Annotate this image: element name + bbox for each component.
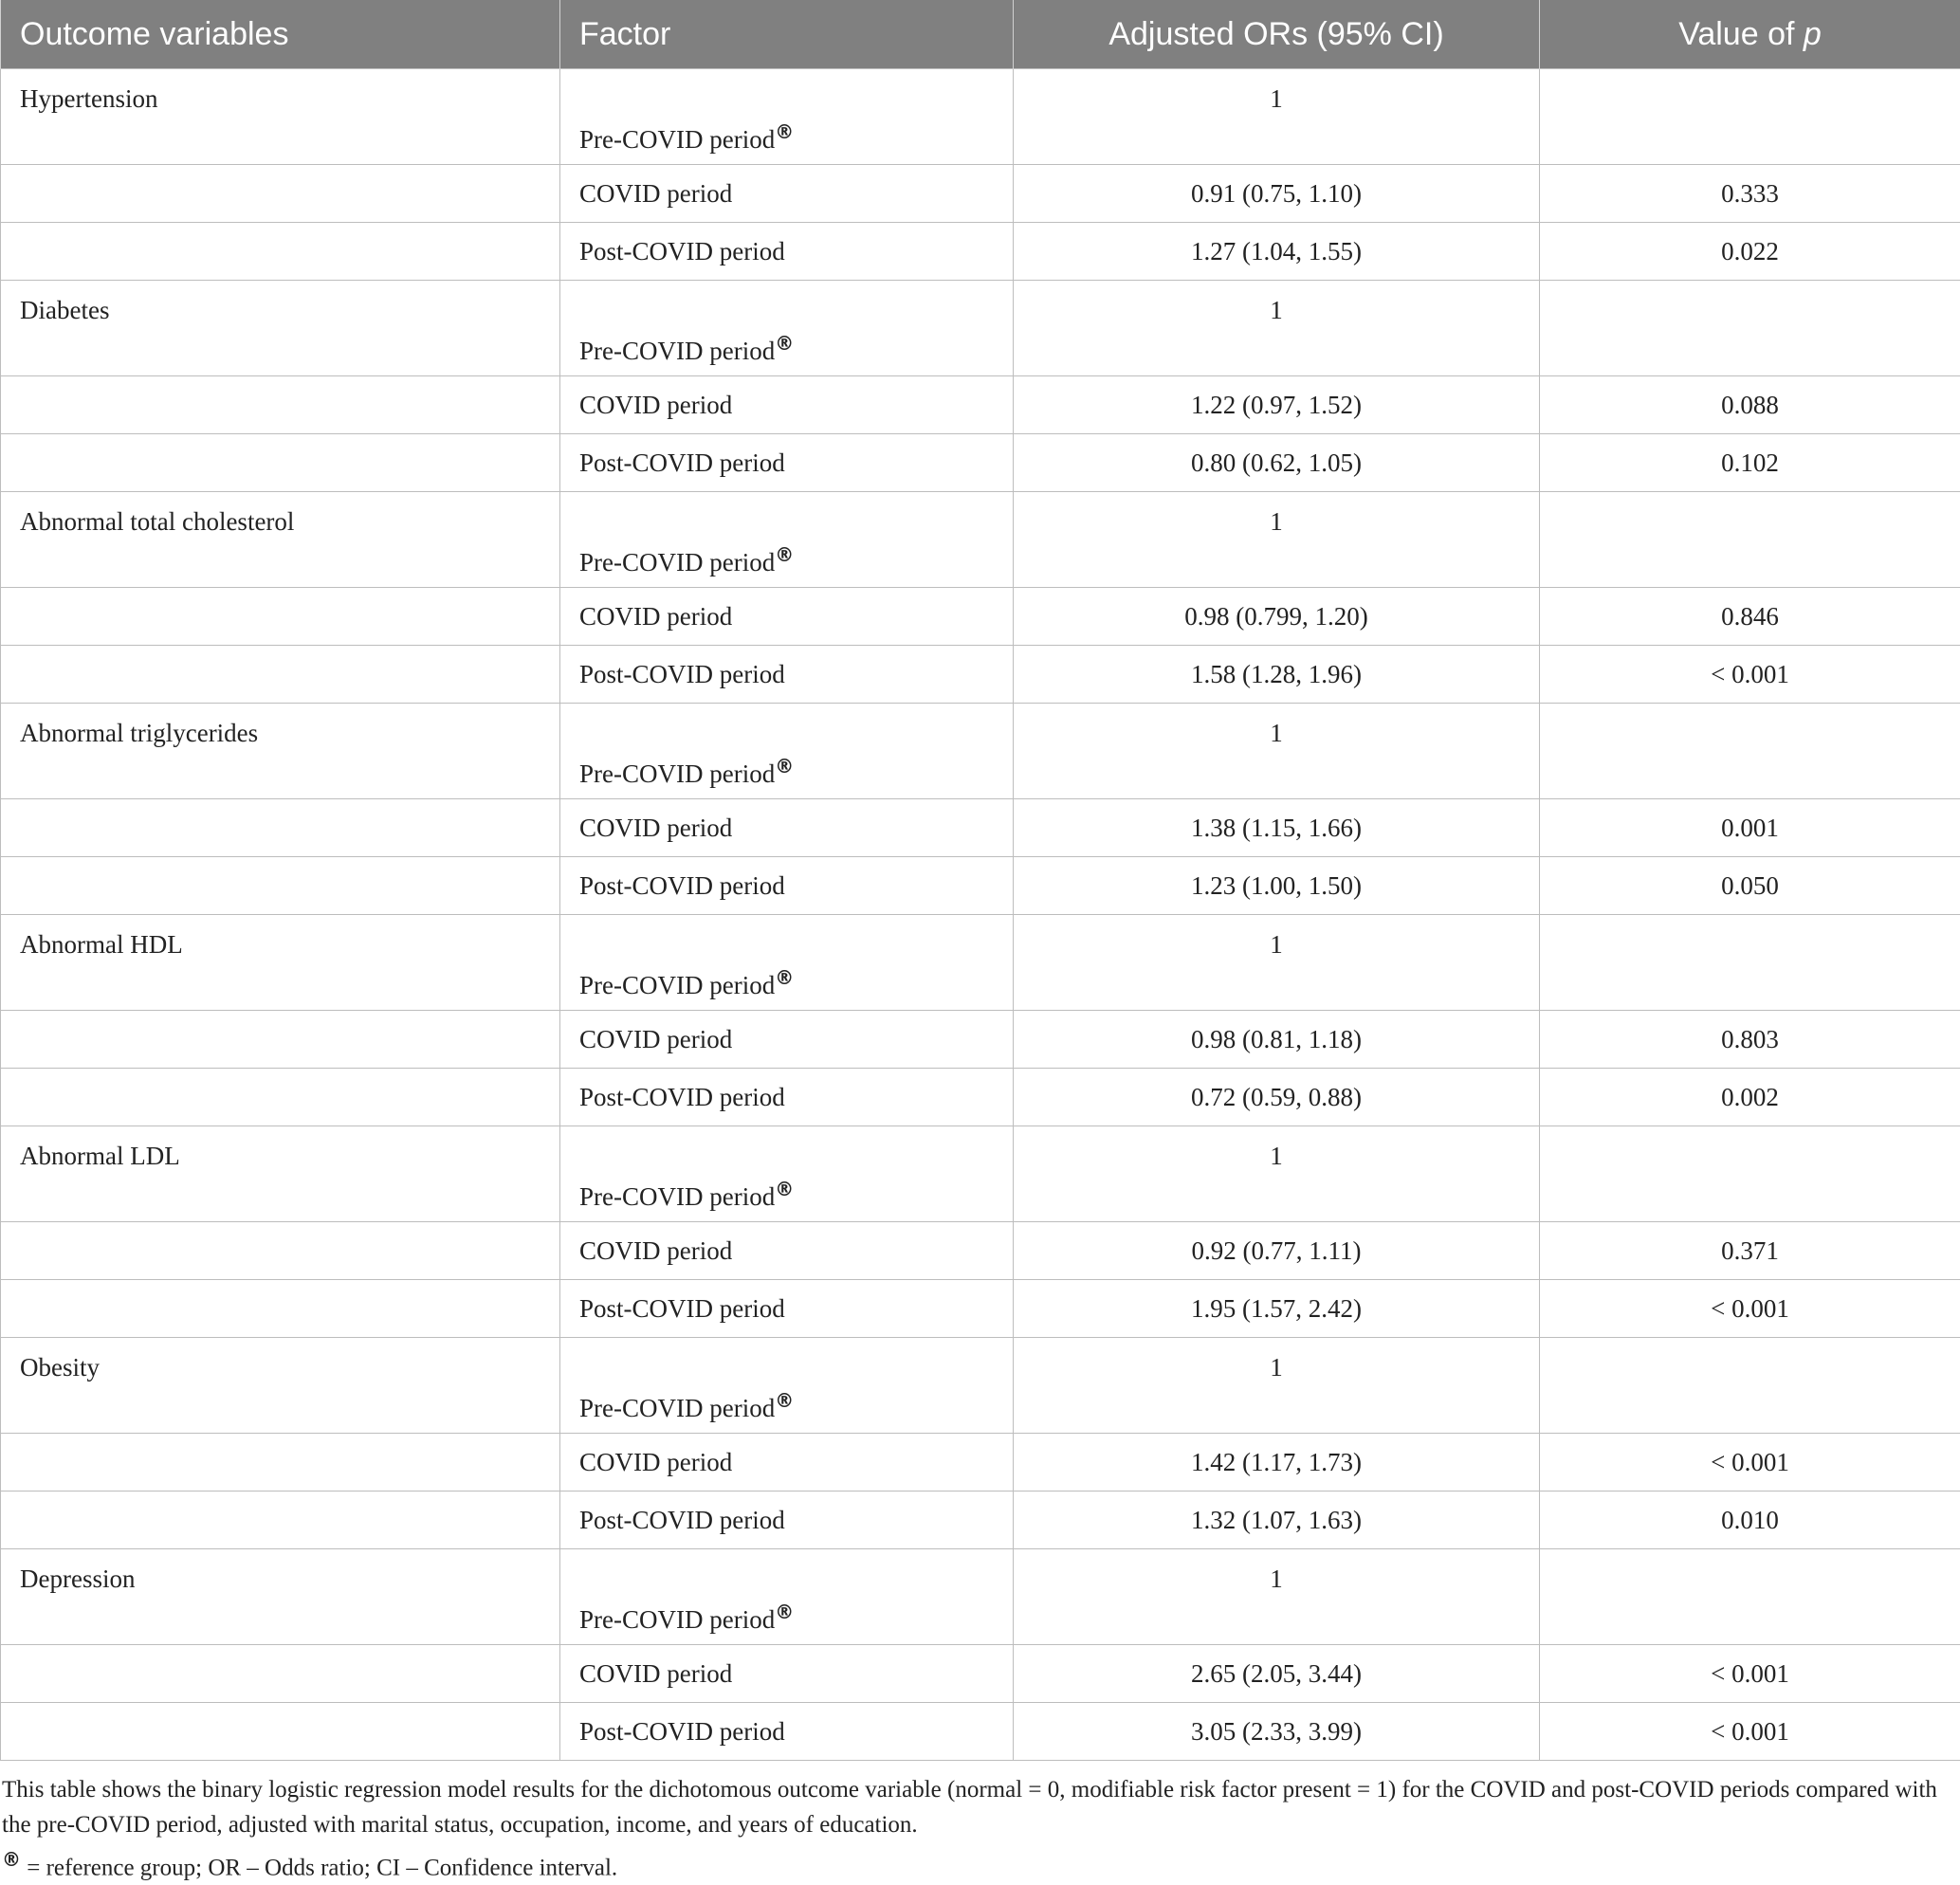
factor-label: COVID period <box>579 1025 732 1053</box>
factor-label: Post-COVID period <box>579 1294 785 1323</box>
outcome-cell: Abnormal HDL <box>1 915 560 1011</box>
outcome-cell <box>1 434 560 492</box>
table-row <box>1 646 1960 704</box>
factor-label: Post-COVID period <box>579 1083 785 1111</box>
footnote-legend <box>2 1842 1946 1885</box>
adjusted-or-cell: 1.23 (1.00, 1.50) <box>1014 857 1540 915</box>
outcome-cell <box>1 799 560 857</box>
factor-label: Pre-COVID period <box>579 548 775 576</box>
table-row <box>1 1222 1960 1280</box>
adjusted-or-cell: 1 <box>1014 1338 1540 1434</box>
adjusted-or-cell: 0.72 (0.59, 0.88) <box>1014 1069 1540 1126</box>
outcome-cell: Hypertension <box>1 69 560 165</box>
factor-cell <box>560 281 1014 376</box>
adjusted-or-cell: 1 <box>1014 1126 1540 1222</box>
table-row <box>1 799 1960 857</box>
outcome-cell: Diabetes <box>1 281 560 376</box>
p-value-cell: < 0.001 <box>1540 1280 1960 1338</box>
factor-label: Post-COVID period <box>579 1717 785 1746</box>
factor-cell <box>560 1492 1014 1549</box>
factor-label: Pre-COVID period <box>579 759 775 788</box>
p-value-cell: 0.333 <box>1540 165 1960 223</box>
adjusted-or-cell: 0.98 (0.81, 1.18) <box>1014 1011 1540 1069</box>
outcome-cell <box>1 1434 560 1492</box>
reference-mark-icon: ® <box>775 755 794 778</box>
outcome-cell <box>1 376 560 434</box>
adjusted-or-cell: 1.22 (0.97, 1.52) <box>1014 376 1540 434</box>
adjusted-or-cell: 1 <box>1014 492 1540 588</box>
factor-label: COVID period <box>579 814 732 842</box>
factor-cell <box>560 1011 1014 1069</box>
footnote-description: This table shows the binary logistic regression model results for the dichotomous outcome variable (normal = 0, modifiable risk factor present = 1) for the COVID and post-COVID periods compared with the pre-COVID period, adjusted with marital status, occupation, income, and years of education. <box>2 1772 1946 1842</box>
table-row <box>1 704 1960 799</box>
adjusted-or-cell: 1 <box>1014 69 1540 165</box>
p-value-cell <box>1540 492 1960 588</box>
table-row <box>1 588 1960 646</box>
table-row <box>1 1280 1960 1338</box>
table-row <box>1 1492 1960 1549</box>
factor-cell <box>560 1338 1014 1434</box>
adjusted-or-cell: 1 <box>1014 1549 1540 1645</box>
outcome-cell: Abnormal triglycerides <box>1 704 560 799</box>
factor-cell <box>560 223 1014 281</box>
table-row <box>1 915 1960 1011</box>
adjusted-or-cell: 2.65 (2.05, 3.44) <box>1014 1645 1540 1703</box>
factor-cell <box>560 69 1014 165</box>
table-row <box>1 1126 1960 1222</box>
factor-label: Pre-COVID period <box>579 971 775 999</box>
table-row <box>1 376 1960 434</box>
outcome-cell: Abnormal total cholesterol <box>1 492 560 588</box>
adjusted-or-cell: 1 <box>1014 704 1540 799</box>
outcome-cell <box>1 1645 560 1703</box>
header-p-value <box>1540 0 1960 69</box>
reference-mark-icon: ® <box>775 966 794 989</box>
outcome-cell <box>1 1703 560 1761</box>
factor-cell <box>560 1645 1014 1703</box>
factor-label: COVID period <box>579 391 732 419</box>
adjusted-or-cell: 1.32 (1.07, 1.63) <box>1014 1492 1540 1549</box>
adjusted-or-cell: 0.91 (0.75, 1.10) <box>1014 165 1540 223</box>
factor-cell <box>560 1222 1014 1280</box>
outcome-cell <box>1 1222 560 1280</box>
table-row <box>1 857 1960 915</box>
factor-cell <box>560 1280 1014 1338</box>
p-value-cell: 0.803 <box>1540 1011 1960 1069</box>
outcome-cell <box>1 1069 560 1126</box>
adjusted-or-cell: 3.05 (2.33, 3.99) <box>1014 1703 1540 1761</box>
outcome-cell: Depression <box>1 1549 560 1645</box>
adjusted-or-cell: 1.42 (1.17, 1.73) <box>1014 1434 1540 1492</box>
adjusted-or-cell: 0.92 (0.77, 1.11) <box>1014 1222 1540 1280</box>
p-value-cell <box>1540 1549 1960 1645</box>
adjusted-or-cell: 1.38 (1.15, 1.66) <box>1014 799 1540 857</box>
p-value-cell: 0.002 <box>1540 1069 1960 1126</box>
p-value-cell: < 0.001 <box>1540 1434 1960 1492</box>
factor-cell <box>560 915 1014 1011</box>
adjusted-or-cell: 1.58 (1.28, 1.96) <box>1014 646 1540 704</box>
header-outcome: Outcome variables <box>1 0 560 69</box>
table-row <box>1 1549 1960 1645</box>
p-value-cell <box>1540 1338 1960 1434</box>
table-row <box>1 69 1960 165</box>
factor-label: Post-COVID period <box>579 660 785 688</box>
adjusted-or-cell: 1.27 (1.04, 1.55) <box>1014 223 1540 281</box>
factor-label: Post-COVID period <box>579 448 785 477</box>
outcome-cell <box>1 1492 560 1549</box>
factor-label: COVID period <box>579 179 732 208</box>
factor-cell <box>560 434 1014 492</box>
factor-cell <box>560 492 1014 588</box>
p-value-cell: 0.088 <box>1540 376 1960 434</box>
table-row <box>1 223 1960 281</box>
reference-mark-icon: ® <box>775 1178 794 1200</box>
factor-cell <box>560 857 1014 915</box>
p-value-cell <box>1540 704 1960 799</box>
p-value-cell <box>1540 1126 1960 1222</box>
outcome-cell <box>1 588 560 646</box>
outcome-cell: Obesity <box>1 1338 560 1434</box>
outcome-cell <box>1 857 560 915</box>
factor-label: Pre-COVID period <box>579 1182 775 1211</box>
outcome-cell <box>1 223 560 281</box>
table-row <box>1 1338 1960 1434</box>
factor-cell <box>560 1703 1014 1761</box>
footnote-legend-text: = reference group; OR – Odds ratio; CI – Confidence interval. <box>21 1855 617 1880</box>
factor-label: Post-COVID period <box>579 1506 785 1534</box>
table-footnote <box>0 1761 1946 1885</box>
factor-label: Pre-COVID period <box>579 1605 775 1634</box>
table-row <box>1 165 1960 223</box>
outcome-cell <box>1 1011 560 1069</box>
table-row <box>1 1434 1960 1492</box>
factor-cell <box>560 799 1014 857</box>
factor-cell <box>560 1069 1014 1126</box>
factor-label: COVID period <box>579 1659 732 1688</box>
factor-cell <box>560 1126 1014 1222</box>
reference-mark-icon: ® <box>2 1848 21 1871</box>
factor-cell <box>560 1434 1014 1492</box>
p-value-cell: 0.371 <box>1540 1222 1960 1280</box>
factor-cell <box>560 704 1014 799</box>
factor-label: Post-COVID period <box>579 871 785 900</box>
p-value-cell: 0.010 <box>1540 1492 1960 1549</box>
factor-label: COVID period <box>579 602 732 631</box>
adjusted-or-cell: 1 <box>1014 915 1540 1011</box>
factor-label: COVID period <box>579 1236 732 1265</box>
p-value-cell <box>1540 915 1960 1011</box>
factor-cell <box>560 646 1014 704</box>
factor-cell <box>560 376 1014 434</box>
table-row <box>1 492 1960 588</box>
header-factor: Factor <box>560 0 1014 69</box>
adjusted-or-cell: 1 <box>1014 281 1540 376</box>
factor-label: COVID period <box>579 1448 732 1476</box>
factor-label: Post-COVID period <box>579 237 785 265</box>
factor-cell <box>560 588 1014 646</box>
p-value-cell: < 0.001 <box>1540 646 1960 704</box>
adjusted-or-cell: 0.80 (0.62, 1.05) <box>1014 434 1540 492</box>
p-value-cell: < 0.001 <box>1540 1703 1960 1761</box>
p-value-cell: 0.022 <box>1540 223 1960 281</box>
table-row <box>1 1011 1960 1069</box>
p-value-cell: 0.050 <box>1540 857 1960 915</box>
factor-label: Pre-COVID period <box>579 125 775 154</box>
p-value-cell <box>1540 69 1960 165</box>
p-value-cell: 0.001 <box>1540 799 1960 857</box>
outcome-cell <box>1 646 560 704</box>
header-row <box>1 0 1960 69</box>
adjusted-or-cell: 1.95 (1.57, 2.42) <box>1014 1280 1540 1338</box>
table-row <box>1 1645 1960 1703</box>
outcome-cell <box>1 165 560 223</box>
adjusted-or-cell: 0.98 (0.799, 1.20) <box>1014 588 1540 646</box>
reference-mark-icon: ® <box>775 1601 794 1623</box>
reference-mark-icon: ® <box>775 543 794 566</box>
factor-label: Pre-COVID period <box>579 337 775 365</box>
header-p-italic: p <box>1804 16 1822 52</box>
table-row <box>1 1069 1960 1126</box>
header-p-prefix: Value of <box>1678 16 1804 52</box>
p-value-cell: < 0.001 <box>1540 1645 1960 1703</box>
factor-cell <box>560 1549 1014 1645</box>
table-row <box>1 434 1960 492</box>
outcome-cell: Abnormal LDL <box>1 1126 560 1222</box>
factor-cell <box>560 165 1014 223</box>
p-value-cell <box>1540 281 1960 376</box>
outcome-cell <box>1 1280 560 1338</box>
header-adjusted-or: Adjusted ORs (95% CI) <box>1014 0 1540 69</box>
p-value-cell: 0.102 <box>1540 434 1960 492</box>
table-body <box>1 69 1960 1761</box>
table-row <box>1 281 1960 376</box>
reference-mark-icon: ® <box>775 1389 794 1412</box>
table-row <box>1 1703 1960 1761</box>
reference-mark-icon: ® <box>775 332 794 355</box>
reference-mark-icon: ® <box>775 120 794 143</box>
p-value-cell: 0.846 <box>1540 588 1960 646</box>
factor-label: Pre-COVID period <box>579 1394 775 1422</box>
